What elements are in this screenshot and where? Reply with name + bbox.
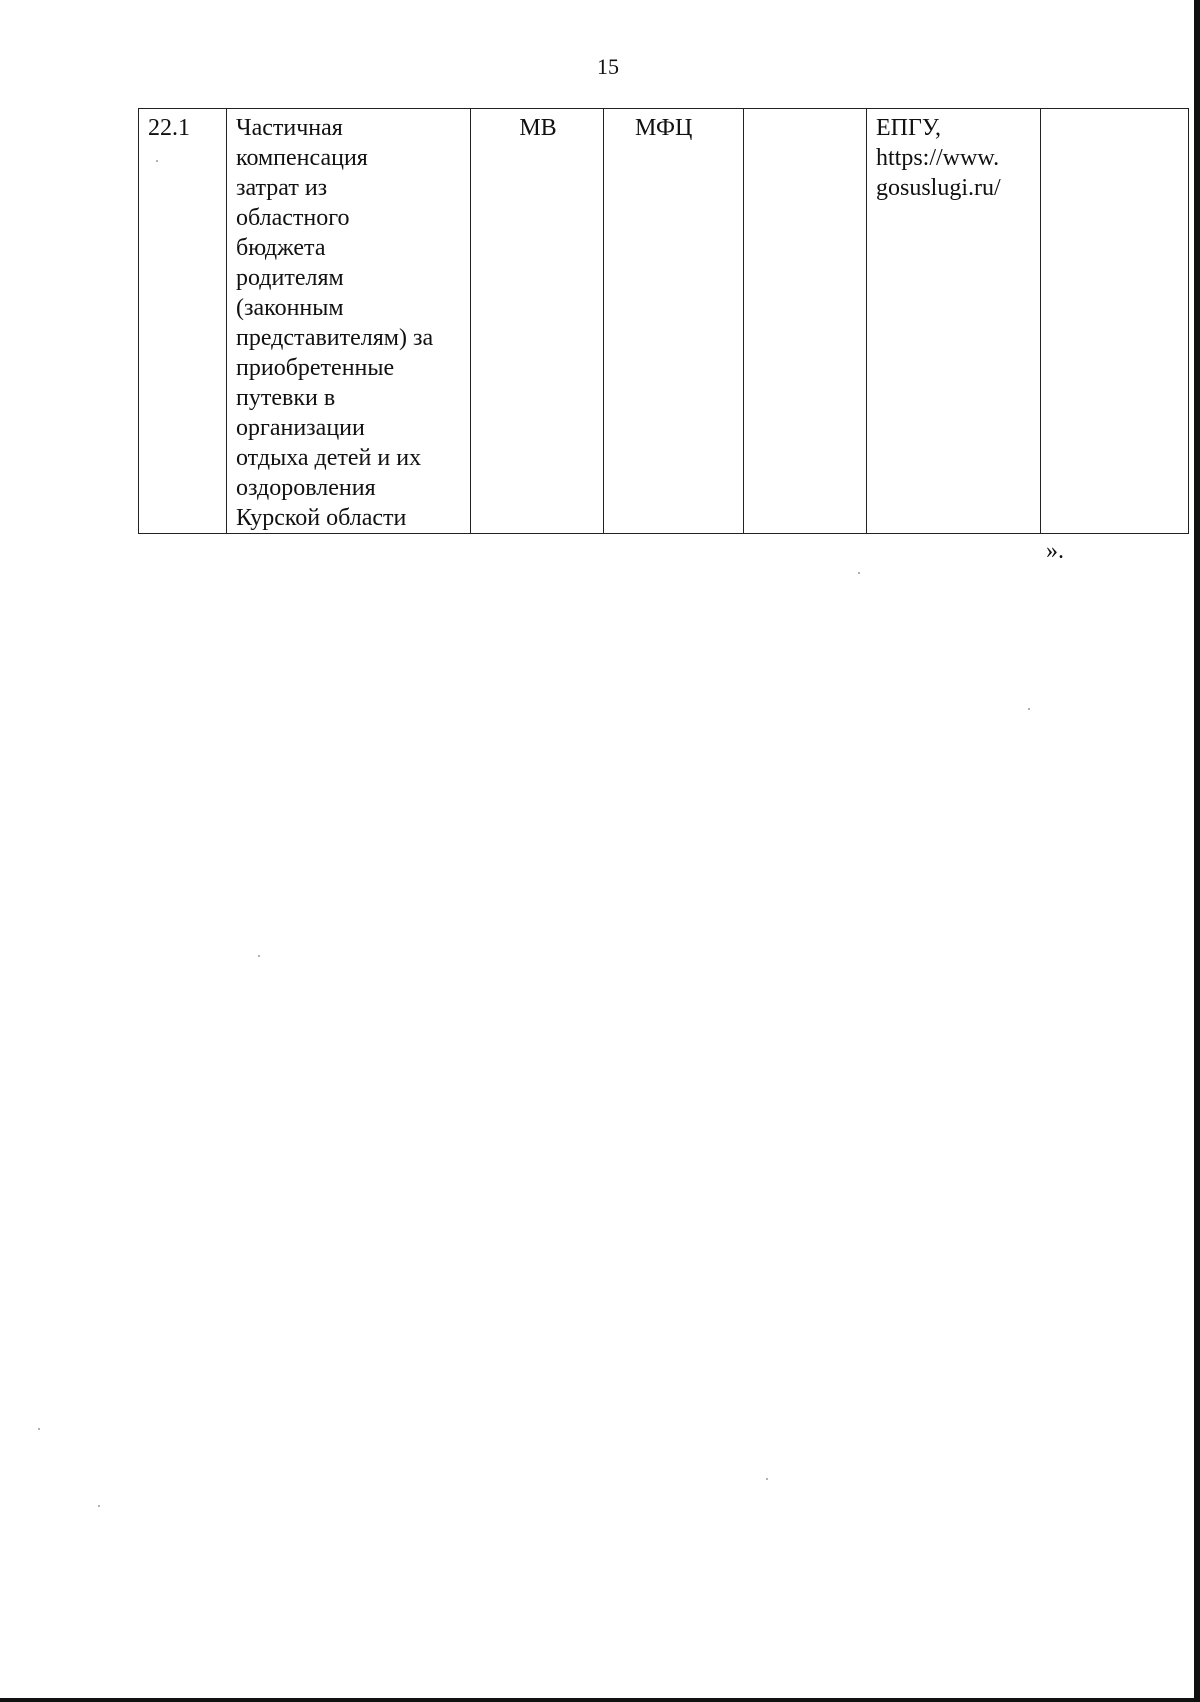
scan-speck (766, 1478, 768, 1480)
epgu-cell: ЕПГУ, https://www. gosuslugi.ru/ (867, 109, 1041, 534)
empty-cell (1041, 109, 1189, 534)
scan-speck (38, 1428, 40, 1430)
table-row (139, 109, 1189, 534)
scan-speck (156, 160, 158, 162)
service-name-cell: Частичная компенсация затрат из областного бюджета родителям (законным представителям) за приобретенные путевки в организации отдыха детей и их оздоровления Курской области (227, 109, 471, 534)
scan-speck (98, 1505, 100, 1507)
services-table (138, 108, 1189, 534)
closing-quote-mark: ». (1046, 538, 1064, 564)
scan-edge-bottom (0, 1698, 1200, 1702)
mv-cell: МВ (471, 109, 604, 534)
mfc-text: МФЦ (635, 115, 693, 141)
scan-edge-right (1194, 0, 1200, 1702)
scan-speck (858, 572, 860, 574)
scan-speck (1028, 708, 1030, 710)
scan-speck (258, 955, 260, 957)
row-number-cell: 22.1 (139, 109, 227, 534)
page-number: 15 (597, 54, 619, 79)
mfc-cell (604, 109, 744, 534)
empty-cell (744, 109, 867, 534)
